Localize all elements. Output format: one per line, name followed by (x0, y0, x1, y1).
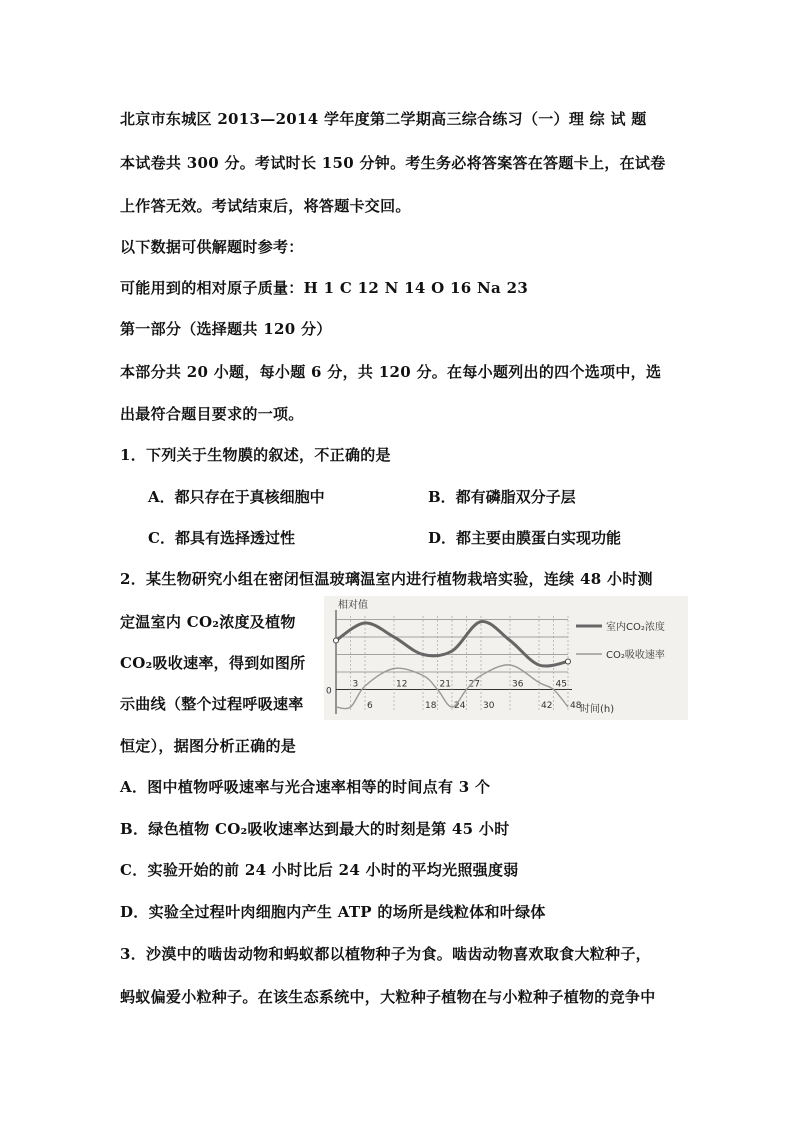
x-tick-label: 45 (555, 679, 567, 690)
chart-ylabel: 相对值 (338, 600, 368, 611)
q2-stem-2: 定温室内 CO₂浓度及植物 (120, 613, 296, 631)
y-tick-label: 0 (326, 686, 332, 697)
q2-option-c: C．实验开始的前 24 小时比后 24 小时的平均光照强度弱 (120, 861, 519, 879)
chart-svg (324, 596, 688, 720)
x-tick-label: 18 (425, 701, 437, 711)
x-tick-label: 3 (352, 679, 359, 690)
q1-option-b: B．都有磷脂双分子层 (428, 488, 576, 506)
chart-xlabel: 时间(h) (580, 704, 615, 715)
q2-option-d: D．实验全过程叶肉细胞内产生 ATP 的场所是线粒体和叶绿体 (120, 903, 546, 921)
x-tick-label: 21 (439, 679, 451, 690)
part1-intro-2: 出最符合题目要求的一项。 (120, 405, 304, 423)
x-tick-label: 24 (454, 701, 466, 711)
instruction-line-3: 以下数据可供解题时参考： (120, 238, 304, 256)
q2-stem-4: 示曲线（整个过程呼吸速率 (120, 695, 304, 713)
x-tick-label: 42 (541, 701, 553, 711)
q1-option-c: C．都具有选择透过性 (148, 529, 295, 547)
x-tick-label: 12 (396, 679, 408, 690)
q3-line-1: 3．沙漠中的啮齿动物和蚂蚁都以植物种子为食。啮齿动物喜欢取食大粒种子， (120, 945, 651, 963)
x-tick-label: 6 (367, 701, 373, 711)
q1-option-d: D．都主要由膜蛋白实现功能 (428, 529, 622, 547)
q1-option-a: A．都只存在于真核细胞中 (148, 488, 325, 506)
q2-stem-1: 2．某生物研究小组在密闭恒温玻璃温室内进行植物栽培实验，连续 48 小时测 (120, 570, 653, 588)
part1-heading: 第一部分（选择题共 120 分） (120, 320, 332, 338)
instruction-line-2: 上作答无效。考试结束后，将答题卡交回。 (120, 197, 411, 215)
x-tick-label: 48 (570, 701, 582, 711)
x-tick-label: 27 (468, 679, 480, 690)
q2-option-b: B．绿色植物 CO₂吸收速率达到最大的时刻是第 45 小时 (120, 820, 510, 838)
instruction-line-1: 本试卷共 300 分。考试时长 150 分钟。考生务必将答案答在答题卡上，在试卷 (120, 154, 666, 172)
atomic-mass-line: 可能用到的相对原子质量：H 1 C 12 N 14 O 16 Na 23 (120, 279, 529, 297)
q2-stem-5: 恒定），据图分析正确的是 (120, 737, 297, 755)
q1-stem: 1．下列关于生物膜的叙述，不正确的是 (120, 446, 391, 464)
x-tick-label: 36 (512, 679, 524, 690)
legend-label-rate: CO₂吸收速率 (606, 650, 665, 661)
co2-chart (324, 596, 688, 720)
part1-intro-1: 本部分共 20 小题，每小题 6 分，共 120 分。在每小题列出的四个选项中，选 (120, 363, 662, 381)
q2-stem-3: CO₂吸收速率，得到如图所 (120, 654, 306, 672)
q2-option-a: A．图中植物呼吸速率与光合速率相等的时间点有 3 个 (120, 778, 491, 796)
legend-label-co2: 室内CO₂浓度 (606, 622, 665, 633)
q3-line-2: 蚂蚁偏爱小粒种子。在该生态系统中，大粒种子植物在与小粒种子植物的竞争中 (120, 988, 656, 1006)
series-point-co2-conc (334, 638, 339, 643)
x-tick-label: 30 (483, 701, 495, 711)
page-title: 北京市东城区 2013—2014 学年度第二学期高三综合练习（一）理 综 试 题 (120, 110, 647, 128)
series-point-co2-conc (566, 659, 571, 664)
